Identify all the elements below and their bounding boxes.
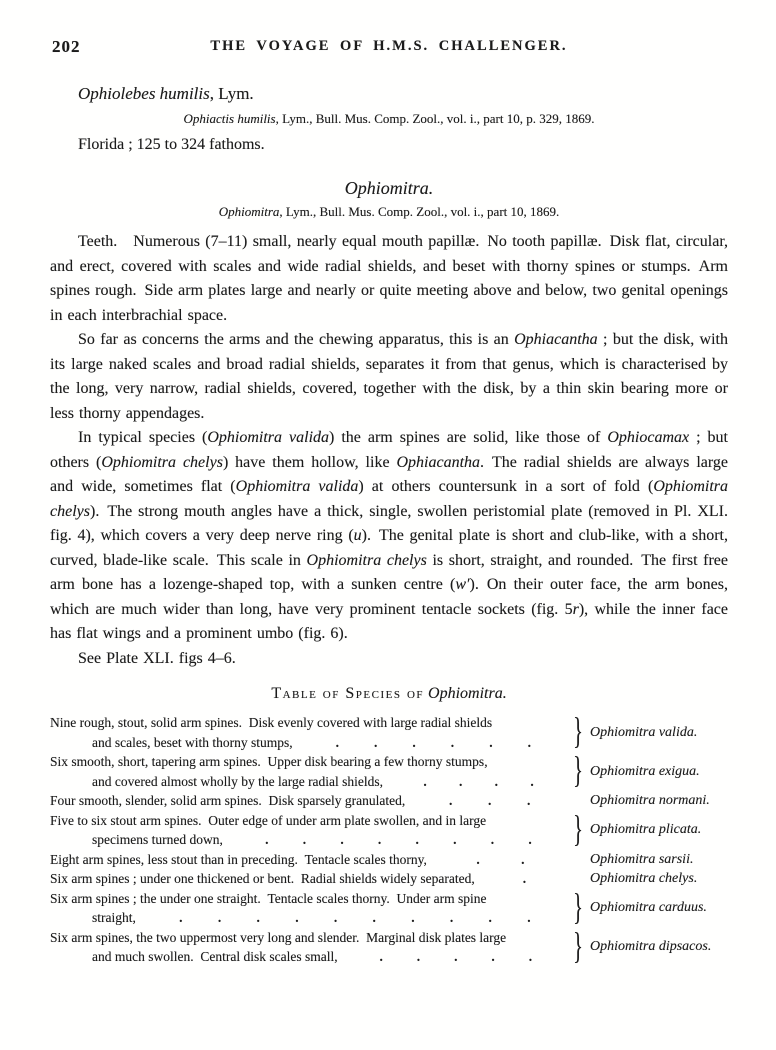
leader-dot: .	[335, 734, 339, 750]
brace-icon: }	[573, 711, 583, 753]
leader-dot: .	[490, 832, 495, 847]
genus-citation: Ophiomitra, Lym., Bull. Mus. Comp. Zool., vol. i., part 10, 1869.	[218, 204, 560, 219]
description-line	[50, 752, 570, 772]
leader-dot: .	[521, 851, 525, 867]
description-line	[50, 850, 570, 870]
leader-dot: .	[459, 773, 463, 789]
leader-dot: .	[265, 832, 269, 847]
species-name: Ophiomitra valida.	[590, 724, 698, 740]
leader-dot: .	[423, 773, 427, 789]
description-line	[50, 947, 570, 967]
leader-dot: .	[217, 910, 222, 925]
running-title: THE VOYAGE OF H.M.S. CHALLENGER.	[210, 38, 568, 54]
description-line	[50, 811, 570, 831]
description-line	[50, 908, 570, 928]
table-row	[50, 869, 728, 889]
leader-dot: .	[450, 734, 455, 750]
paragraph-anatomy: In typical species (Ophiomitra valida) the arm spines are solid, like those of Ophiocamax ; but others (Ophiomitra chelys) have them hollow, like Ophiacantha. The radial shields are always large and wide, sometimes flat (Ophiomitra valida) at others countersunk in a sort of fold (Ophiomitra chelys). The strong mouth angles have a thick, single, swollen peristomial plate (removed in Pl. XLI. fig. 4), which covers a very deep nerve ring (u). The genital plate is short and club-like, with a short, curved, blade-like scale. This scale in Ophiomitra chelys is short, straight, and rounded. The first free arm bone has a lozenge-shaped top, with a sunken centre (w′). On their outer face, the arm bones, which are much wider than long, have very prominent tentacle sockets (fig. 5r), while the inner face has flat wings and a prominent umbo (fig. 6).	[50, 429, 729, 642]
table-heading-genus: Ophiomitra.	[428, 685, 507, 702]
leader-dot: .	[530, 773, 534, 789]
table-heading	[50, 683, 728, 705]
species-name: Ophiomitra plicata.	[590, 822, 702, 838]
table-heading-smallcaps: Table of Species of	[271, 685, 425, 702]
dot-leaders	[338, 947, 570, 967]
description-text: Six arm spines, the two uppermost very long and slender. Marginal disk plates large	[50, 929, 507, 945]
table-row	[50, 811, 728, 850]
leader-dot: .	[476, 851, 480, 867]
species-table-rows	[50, 713, 728, 967]
row-description	[50, 869, 570, 889]
description-text: Five to six stout arm spines. Outer edge of under arm plate swollen, and in large	[50, 812, 487, 828]
leader-dot: .	[528, 949, 533, 964]
leader-dot: .	[491, 949, 495, 964]
dot-leaders	[383, 772, 570, 792]
leader-dot: .	[488, 910, 492, 925]
table-row	[50, 928, 728, 967]
leader-dot: .	[487, 793, 492, 808]
leader-dot: .	[454, 949, 458, 964]
leader-dot: .	[494, 773, 499, 789]
species-name: Ophiomitra sarsii.	[590, 851, 694, 867]
leader-dot: .	[179, 910, 183, 925]
description-text: specimens turned down,	[92, 832, 223, 847]
description-line	[50, 889, 570, 909]
leader-dot: .	[374, 734, 378, 750]
table-row	[50, 889, 728, 928]
species-entry-locality: Florida ; 125 to 324 fathoms.	[78, 136, 265, 153]
leader-dot: .	[302, 832, 307, 847]
brace-icon: }	[573, 926, 583, 967]
leader-dot: .	[448, 793, 453, 808]
leader-dot: .	[527, 734, 531, 750]
species-name: Ophiomitra carduus.	[590, 900, 707, 916]
running-head	[50, 38, 728, 58]
description-text: Six arm spines ; the under one straight. Tentacle scales thorny. Under arm spine	[50, 890, 487, 906]
description-text: straight,	[92, 910, 136, 925]
species-entry-title: Ophiolebes humilis, Lym.	[78, 84, 254, 103]
row-description	[50, 928, 570, 967]
leader-dot: .	[449, 910, 454, 925]
description-text: Four smooth, slender, solid arm spines. Disk sparsely granulated,	[50, 793, 406, 808]
dot-leaders	[475, 869, 570, 889]
brace-icon: }	[573, 887, 583, 928]
species-name: Ophiomitra chelys.	[590, 871, 698, 886]
brace-icon: }	[573, 750, 583, 792]
description-text: Six smooth, short, tapering arm spines. Upper disk bearing a few thorny stumps,	[50, 754, 488, 769]
leader-dot: .	[412, 734, 416, 750]
row-description	[50, 811, 570, 850]
dot-leaders	[293, 733, 570, 753]
leader-dot: .	[528, 832, 532, 847]
description-line	[50, 791, 570, 811]
description-line	[50, 928, 570, 948]
leader-dot: .	[256, 910, 260, 925]
description-text: and covered almost wholly by the large radial shields,	[92, 773, 384, 789]
row-description	[50, 889, 570, 928]
leader-dot: .	[340, 832, 344, 847]
leader-dot: .	[377, 832, 382, 847]
description-line	[50, 830, 570, 850]
leader-dot: .	[372, 910, 376, 925]
leader-dot: .	[522, 871, 527, 886]
genus-description	[50, 230, 728, 671]
leader-dot: .	[379, 949, 383, 964]
species-name: Ophiomitra dipsacos.	[590, 939, 712, 955]
row-description	[50, 752, 570, 791]
paragraph-plate-reference: See Plate XLI. figs 4–6.	[78, 649, 236, 667]
paragraph-diagnosis: Teeth. Numerous (7–11) small, nearly equal mouth papillæ. No tooth papillæ. Disk flat, circular, and erect, covered with scales and wide radial shields, and beset with thorny spines or stumps. Arm spines rough. Side arm plates large and nearly or quite meeting above and below, two genital openings in each interbrachial space.	[50, 233, 728, 324]
leader-dot: .	[333, 910, 338, 925]
dot-leaders	[136, 908, 570, 928]
dot-leaders	[405, 791, 570, 811]
brace-icon: }	[573, 809, 583, 850]
description-text: and much swollen. Central disk scales small,	[92, 949, 338, 964]
leader-dot: .	[415, 832, 419, 847]
leader-dot: .	[453, 832, 457, 847]
paragraph-comparison: So far as concerns the arms and the chewing apparatus, this is an Ophiacantha ; but the disk, with its large naked scales and broad radial shields, separates it from that genus, which is characterised by the long, very narrow, radial shields, covered, together with the disk, by a thin skin bearing more or less thorny appendages.	[50, 331, 728, 422]
row-description	[50, 791, 570, 811]
description-line	[50, 869, 570, 889]
description-line	[50, 713, 570, 733]
description-text: Eight arm spines, less stout than in preceding. Tentacle scales thorny,	[50, 851, 427, 867]
description-text: Nine rough, stout, solid arm spines. Disk evenly covered with large radial shields	[50, 715, 493, 730]
dot-leaders	[427, 850, 570, 870]
table-row	[50, 791, 728, 811]
description-text: and scales, beset with thorny stumps,	[92, 734, 293, 750]
leader-dot: .	[411, 910, 415, 925]
dot-leaders	[223, 830, 570, 850]
table-row	[50, 713, 728, 752]
genus-heading: Ophiomitra.	[344, 178, 434, 198]
leader-dot: .	[295, 910, 299, 925]
table-row	[50, 752, 728, 791]
description-text: Six arm spines ; under one thickened or bent. Radial shields widely separated,	[50, 871, 475, 886]
table-row	[50, 850, 728, 870]
leader-dot: .	[489, 734, 493, 750]
leader-dot: .	[527, 910, 531, 925]
row-description	[50, 850, 570, 870]
description-line	[50, 772, 570, 792]
description-line	[50, 733, 570, 753]
page-number: 202	[52, 37, 81, 56]
species-entry-citation: Ophiactis humilis, Lym., Bull. Mus. Comp. Zool., vol. i., part 10, p. 329, 1869.	[183, 111, 595, 126]
row-description	[50, 713, 570, 752]
species-name: Ophiomitra exigua.	[590, 763, 700, 779]
species-name: Ophiomitra normani.	[590, 793, 710, 808]
leader-dot: .	[416, 949, 421, 964]
leader-dot: .	[526, 793, 531, 808]
